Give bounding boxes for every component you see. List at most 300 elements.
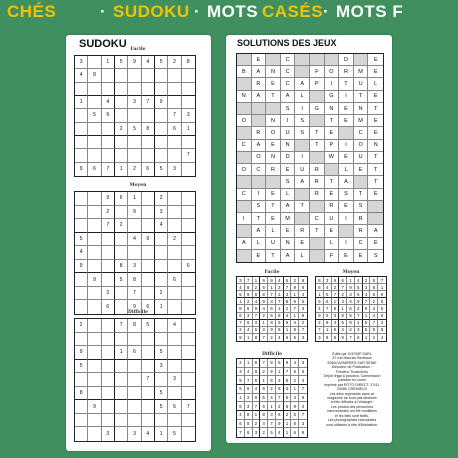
sudoku-cell: 9	[332, 277, 340, 284]
letter-cell: R	[354, 213, 369, 225]
sudoku-cell	[128, 246, 141, 260]
sudoku-cell: 7	[237, 320, 245, 327]
sudoku-cell: 7	[102, 219, 115, 233]
letter-cell: N	[266, 66, 281, 78]
sudoku-cell	[115, 414, 128, 428]
sudoku-cell: 8	[260, 291, 268, 298]
sudoku-cell	[115, 360, 128, 374]
sudoku-cell: 2	[237, 327, 245, 334]
letter-cell: N	[266, 115, 281, 127]
sudoku-cell	[102, 149, 115, 162]
sudoku-cell: 7	[347, 334, 355, 341]
clue-cell	[237, 127, 252, 139]
sudoku-cell: 1	[332, 298, 340, 305]
sudoku-cell	[115, 136, 128, 149]
letter-cell: T	[310, 140, 325, 152]
clue-cell	[310, 250, 325, 262]
sudoku-cell: 9	[301, 430, 305, 436]
sudoku-cell	[168, 69, 181, 82]
letter-cell: E	[368, 189, 383, 201]
sudoku-cell	[75, 414, 88, 428]
sudoku-cell: 2	[284, 411, 292, 420]
clue-cell	[368, 201, 383, 213]
sudoku-cell: 3	[128, 427, 141, 441]
letter-cell: I	[237, 213, 252, 225]
letter-cell: T	[354, 189, 369, 201]
sudoku-cell: 7	[299, 385, 307, 394]
puzzle-level-label: Moyen	[129, 183, 147, 188]
letter-cell: E	[368, 91, 383, 103]
sudoku-cell: 5	[291, 411, 299, 420]
sudoku-cell: 6	[142, 163, 155, 176]
sudoku-cell	[115, 333, 128, 347]
letter-cell: I	[339, 91, 354, 103]
sudoku-cell	[182, 427, 195, 441]
sudoku-cell	[88, 373, 101, 387]
clue-cell	[295, 140, 310, 152]
sudoku-cell: 7	[276, 394, 284, 403]
sudoku-cell: 8	[128, 273, 141, 287]
banner-segment: MOTS F	[336, 2, 404, 21]
sudoku-cell: 2	[115, 219, 128, 233]
sudoku-cell: 4	[339, 327, 347, 334]
sudoku-cell	[88, 83, 101, 96]
clue-cell	[237, 54, 252, 66]
sudoku-cell	[168, 96, 181, 109]
letter-cell: S	[252, 201, 267, 213]
letter-cell: A	[252, 140, 267, 152]
sudoku-cell: 6	[168, 400, 181, 414]
clue-cell	[310, 115, 325, 127]
sudoku-cell: 9	[245, 291, 253, 298]
sudoku-cell: 7	[299, 327, 307, 334]
sudoku-cell	[142, 346, 155, 360]
letter-cell: P	[325, 140, 340, 152]
sudoku-cell: 4	[268, 394, 276, 403]
sudoku-cell: 7	[182, 400, 195, 414]
sudoku-cell: 7	[142, 373, 155, 387]
letter-cell: A	[368, 225, 383, 237]
sudoku-cell: 3	[128, 260, 141, 274]
letter-cell: I	[281, 115, 296, 127]
sudoku-cell	[182, 300, 195, 314]
sudoku-cell: 3	[168, 373, 181, 387]
sudoku-cell: 9	[284, 359, 292, 368]
sudoku-cell	[102, 387, 115, 401]
sudoku-cell: 4	[245, 368, 253, 377]
sudoku-cell: 2	[115, 123, 128, 136]
sudoku-cell: 3	[237, 277, 245, 284]
sudoku-cell: 7	[378, 277, 386, 284]
sudoku-cell: 8	[291, 327, 299, 334]
sudoku-cell: 1	[378, 284, 386, 291]
sudoku-solution-grid	[315, 276, 387, 342]
letter-cell: U	[325, 213, 340, 225]
sudoku-cell: 2	[75, 319, 88, 333]
sudoku-cell: 6	[276, 411, 284, 420]
letter-cell: T	[368, 152, 383, 164]
sudoku-cell	[182, 287, 195, 301]
sudoku-cell: 3	[245, 402, 253, 411]
sudoku-cell: 2	[268, 334, 276, 341]
sudoku-cell: 4	[75, 69, 88, 82]
sudoku-cell: 2	[155, 192, 168, 206]
letter-cell: M	[281, 213, 296, 225]
letter-cell: L	[252, 238, 267, 250]
sudoku-cell	[75, 427, 88, 441]
clue-cell	[295, 189, 310, 201]
letter-cell: R	[325, 201, 340, 213]
letter-cell: A	[252, 225, 267, 237]
sudoku-cell	[142, 69, 155, 82]
letter-cell: E	[339, 152, 354, 164]
sudoku-cell	[182, 192, 195, 206]
letter-cell: L	[339, 164, 354, 176]
letter-cell: L	[266, 225, 281, 237]
letter-cell: E	[281, 225, 296, 237]
sudoku-cell: 7	[284, 284, 292, 291]
sudoku-cell	[75, 149, 88, 162]
puzzle-level-label: Facile	[130, 47, 146, 52]
sudoku-cell	[88, 192, 101, 206]
clue-cell	[237, 250, 252, 262]
sudoku-cell: 6	[115, 192, 128, 206]
clue-cell	[237, 225, 252, 237]
sudoku-cell	[168, 219, 181, 233]
letter-cell: R	[310, 176, 325, 188]
sudoku-cell: 6	[324, 298, 332, 305]
sudoku-cell: 6	[291, 298, 299, 305]
sudoku-cell	[142, 387, 155, 401]
puzzle-level-label: Difficile	[127, 310, 149, 315]
sudoku-cell: 1	[260, 376, 268, 385]
sudoku-cell: 9	[253, 394, 261, 403]
sudoku-cell: 6	[253, 359, 261, 368]
sudoku-cell: 9	[253, 305, 261, 312]
clue-cell	[237, 201, 252, 213]
sudoku-cell	[75, 109, 88, 122]
clue-cell	[368, 213, 383, 225]
sudoku-cell	[102, 273, 115, 287]
sudoku-cell: 5	[332, 334, 340, 341]
letter-cell: T	[354, 91, 369, 103]
sudoku-cell: 2	[253, 284, 261, 291]
sudoku-cell: 5	[268, 313, 276, 320]
sudoku-cell: 9	[245, 411, 253, 420]
sudoku-cell: 2	[370, 298, 378, 305]
sudoku-cell: 3	[168, 163, 181, 176]
sudoku-cell	[75, 400, 88, 414]
sudoku-cell	[128, 109, 141, 122]
mots-cases-solution-grid	[236, 53, 384, 263]
sudoku-cell: 5	[378, 305, 386, 312]
credit-line: sont utilisées à titre d'illustration.	[326, 422, 378, 427]
sudoku-cell: 3	[355, 327, 363, 334]
sudoku-cell: 9	[324, 320, 332, 327]
sudoku-cell: 9	[128, 300, 141, 314]
sudoku-cell	[102, 346, 115, 360]
letter-cell: E	[354, 250, 369, 262]
letter-cell: E	[266, 140, 281, 152]
letter-cell: L	[368, 78, 383, 90]
sudoku-cell	[115, 246, 128, 260]
sudoku-cell: 8	[88, 69, 101, 82]
sudoku-cell: 6	[332, 327, 340, 334]
sudoku-cell: 9	[339, 334, 347, 341]
sudoku-cell: 7	[268, 420, 276, 429]
sudoku-cell	[182, 96, 195, 109]
sudoku-cell: 6	[355, 334, 363, 341]
letter-cell: R	[354, 225, 369, 237]
solution-level-label: Moyen	[342, 270, 360, 275]
header-banner	[0, 0, 458, 24]
sudoku-cell: 2	[245, 394, 253, 403]
sudoku-cell: 9	[155, 96, 168, 109]
credit-line: Les photographies reproduites	[327, 418, 377, 423]
letter-cell: W	[325, 152, 340, 164]
letter-cell: R	[310, 189, 325, 201]
sudoku-cell: 1	[245, 334, 253, 341]
sudoku-cell: 3	[332, 313, 340, 320]
sudoku-cell: 3	[128, 96, 141, 109]
credit-line: Édité par GOSSIP SARL	[332, 352, 372, 356]
sudoku-cell: 3	[316, 334, 324, 341]
sudoku-cell: 6	[276, 327, 284, 334]
sudoku-cell: 7	[370, 320, 378, 327]
sudoku-cell	[182, 246, 195, 260]
letter-cell: C	[354, 127, 369, 139]
sudoku-cell: 5	[237, 291, 245, 298]
sudoku-cell: 8	[245, 428, 253, 437]
sudoku-cell	[168, 149, 181, 162]
sudoku-cell: 7	[324, 305, 332, 312]
clue-cell	[295, 54, 310, 66]
sudoku-cell: 7	[260, 334, 268, 341]
sudoku-cell	[142, 360, 155, 374]
sudoku-cell: 1	[128, 192, 141, 206]
sudoku-cell: 6	[142, 300, 155, 314]
sudoku-cell: 1	[75, 96, 88, 109]
credit-line: magazine ne sont pas destinés	[327, 396, 377, 401]
sudoku-cell: 4	[75, 246, 88, 260]
sudoku-cell	[115, 427, 128, 441]
sudoku-cell: 8	[237, 402, 245, 411]
sudoku-cell	[75, 83, 88, 96]
sudoku-cell	[115, 387, 128, 401]
sudoku-cell: 5	[299, 368, 307, 377]
sudoku-cell: 4	[276, 277, 284, 284]
clue-cell	[295, 66, 310, 78]
sudoku-cell: 2	[260, 313, 268, 320]
clue-cell	[237, 103, 252, 115]
sudoku-cell: 5	[253, 327, 261, 334]
sudoku-cell: 2	[370, 334, 378, 341]
sudoku-cell: 1	[268, 402, 276, 411]
letter-cell: L	[295, 91, 310, 103]
sudoku-cell: 9	[268, 277, 276, 284]
sudoku-cell	[128, 219, 141, 233]
letter-cell: S	[339, 189, 354, 201]
sudoku-cell: 3	[299, 359, 307, 368]
sudoku-cell: 1	[237, 298, 245, 305]
sudoku-cell: 4	[168, 319, 181, 333]
sudoku-cell	[182, 373, 195, 387]
sudoku-cell: 2	[102, 206, 115, 220]
sudoku-cell: 4	[142, 427, 155, 441]
sudoku-cell: 8	[284, 376, 292, 385]
clue-cell	[354, 176, 369, 188]
letter-cell: L	[325, 238, 340, 250]
sudoku-cell	[128, 414, 141, 428]
sudoku-cell	[115, 109, 128, 122]
sudoku-cell	[142, 333, 155, 347]
letter-cell: A	[281, 91, 296, 103]
sudoku-cell	[155, 260, 168, 274]
clue-cell	[310, 91, 325, 103]
clue-cell	[354, 54, 369, 66]
sudoku-cell: 7	[245, 277, 253, 284]
sudoku-cell	[102, 69, 115, 82]
sudoku-cell: 8	[245, 284, 253, 291]
letter-cell: O	[325, 66, 340, 78]
letter-cell: U	[354, 78, 369, 90]
clue-cell	[252, 115, 267, 127]
sudoku-cell: 8	[370, 284, 378, 291]
sudoku-cell: 3	[276, 284, 284, 291]
sudoku-cell: 4	[245, 327, 253, 334]
sudoku-cell: 9	[316, 313, 324, 320]
letter-cell: O	[252, 152, 267, 164]
sudoku-cell	[88, 136, 101, 149]
sudoku-cell: 5	[88, 109, 101, 122]
sudoku-cell: 7	[268, 291, 276, 298]
letter-cell: E	[325, 189, 340, 201]
sudoku-cell: 5	[155, 163, 168, 176]
sudoku-cell	[182, 414, 195, 428]
sudoku-cell: 1	[284, 420, 292, 429]
sudoku-cell: 2	[168, 56, 181, 69]
sudoku-cell: 3	[284, 291, 292, 298]
sudoku-cell: 5	[168, 427, 181, 441]
sudoku-cell: 2	[276, 291, 284, 298]
sudoku-cell: 7	[245, 376, 253, 385]
sudoku-cell: 1	[155, 427, 168, 441]
sudoku-cell: 5	[142, 319, 155, 333]
letter-cell: N	[237, 91, 252, 103]
letter-cell: T	[295, 201, 310, 213]
sudoku-cell: 6	[237, 420, 245, 429]
sudoku-cell: 7	[316, 327, 324, 334]
sudoku-cell: 5	[260, 394, 268, 403]
sudoku-cell: 8	[299, 277, 307, 284]
sudoku-cell	[128, 333, 141, 347]
sudoku-cell	[128, 400, 141, 414]
letter-cell: T	[266, 250, 281, 262]
sudoku-cell: 8	[316, 277, 324, 284]
sudoku-cell: 3	[276, 376, 284, 385]
sudoku-cell	[168, 333, 181, 347]
sudoku-cell	[75, 219, 88, 233]
letter-cell: R	[339, 66, 354, 78]
sudoku-cell: 9	[128, 56, 141, 69]
sudoku-cell: 6	[316, 284, 324, 291]
letter-cell: D	[339, 54, 354, 66]
sudoku-cell: 9	[260, 298, 268, 305]
sudoku-cell: 1	[316, 291, 324, 298]
letter-cell: S	[281, 176, 296, 188]
clue-cell	[295, 213, 310, 225]
sudoku-cell: 1	[339, 305, 347, 312]
sudoku-cell	[142, 109, 155, 122]
sudoku-cell: 9	[128, 206, 141, 220]
letter-cell: T	[325, 176, 340, 188]
letter-cell: M	[354, 115, 369, 127]
sudoku-cell: 9	[88, 273, 101, 287]
sudoku-cell: 5	[155, 387, 168, 401]
sudoku-cell	[168, 300, 181, 314]
sudoku-cell	[75, 123, 88, 136]
sudoku-cell	[182, 163, 195, 176]
letter-cell: I	[339, 213, 354, 225]
sudoku-cell: 1	[253, 277, 261, 284]
sudoku-cell: 2	[245, 298, 253, 305]
sudoku-cell: 6	[245, 385, 253, 394]
letter-cell: R	[295, 225, 310, 237]
sudoku-cell: 7	[260, 359, 268, 368]
letter-cell: T	[266, 201, 281, 213]
sudoku-cell: 4	[155, 219, 168, 233]
sudoku-cell	[155, 83, 168, 96]
sudoku-cell	[142, 273, 155, 287]
banner-segment: SUDOKU	[113, 2, 190, 21]
sudoku-cell	[102, 414, 115, 428]
sudoku-cell: 2	[268, 385, 276, 394]
sudoku-cell	[155, 123, 168, 136]
sudoku-cell: 8	[299, 394, 307, 403]
sudoku-cell	[102, 319, 115, 333]
clue-cell	[310, 201, 325, 213]
sudoku-cell: 6	[268, 305, 276, 312]
letter-cell: A	[281, 201, 296, 213]
sudoku-cell: 9	[75, 346, 88, 360]
letter-cell: A	[252, 66, 267, 78]
sudoku-cell: 9	[142, 233, 155, 247]
credit-line: Frédéric Trudechelo	[336, 369, 368, 374]
sudoku-cell: 2	[128, 163, 141, 176]
sudoku-cell: 6	[260, 402, 268, 411]
sudoku-cell	[102, 400, 115, 414]
sudoku-cell: 8	[75, 387, 88, 401]
banner-segment: CHÉS	[7, 2, 57, 21]
sudoku-title: SUDOKU	[79, 38, 127, 50]
sudoku-cell: 6	[284, 334, 292, 341]
banner-segment: MOTS	[207, 2, 259, 21]
letter-cell: A	[281, 250, 296, 262]
solutions-title: SOLUTIONS DES JEUX	[237, 38, 337, 48]
sudoku-cell	[168, 260, 181, 274]
solution-level-label: Difficile	[261, 352, 283, 357]
letter-cell: C	[310, 213, 325, 225]
letter-cell: T	[325, 115, 340, 127]
sudoku-cell	[128, 373, 141, 387]
sudoku-cell: 8	[339, 313, 347, 320]
sudoku-cell: 1	[276, 368, 284, 377]
sudoku-cell	[142, 149, 155, 162]
letter-cell: T	[368, 103, 383, 115]
sudoku-cell: 3	[299, 305, 307, 312]
sudoku-cell	[168, 360, 181, 374]
sudoku-cell: 4	[260, 305, 268, 312]
